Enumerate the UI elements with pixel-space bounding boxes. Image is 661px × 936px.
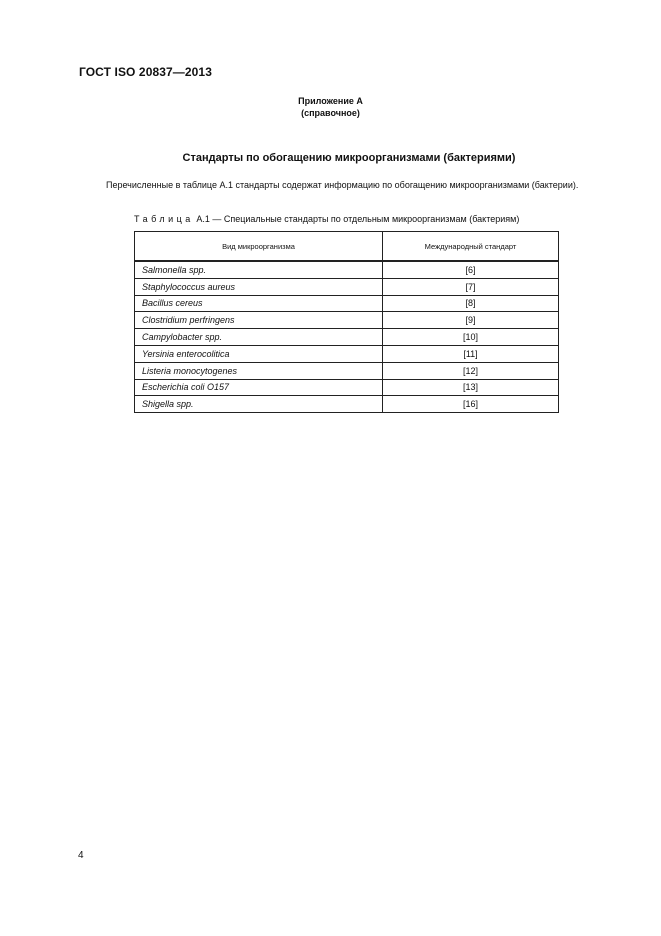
standard-cell: [12]: [383, 362, 559, 379]
standard-cell: [6]: [383, 261, 559, 278]
table-row: [135, 362, 559, 379]
organism-cell: Listeria monocytogenes: [135, 362, 383, 379]
organism-cell: Shigella spp.: [135, 396, 383, 413]
table-caption-label: Таблица: [134, 214, 194, 224]
header-standard: Международный стандарт: [383, 232, 559, 262]
table-caption: [134, 214, 519, 224]
table-header-row: [135, 232, 559, 262]
header-organism: Вид микроорганизма: [135, 232, 383, 262]
organism-cell: Bacillus cereus: [135, 295, 383, 312]
table-row: [135, 312, 559, 329]
page-number: 4: [78, 850, 84, 861]
table-row: [135, 329, 559, 346]
standard-cell: [9]: [383, 312, 559, 329]
table-row: [135, 295, 559, 312]
organism-cell: Campylobacter spp.: [135, 329, 383, 346]
table-row: [135, 345, 559, 362]
standard-cell: [10]: [383, 329, 559, 346]
standard-cell: [11]: [383, 345, 559, 362]
standard-cell: [8]: [383, 295, 559, 312]
section-title: Стандарты по обогащению микроорганизмами (бактериями): [182, 152, 516, 164]
organism-cell: Escherichia coli O157: [135, 379, 383, 396]
table-row: [135, 261, 559, 278]
organism-cell: Clostridium perfringens: [135, 312, 383, 329]
document-code: ГОСТ ISO 20837—2013: [79, 65, 212, 79]
table-caption-text: А.1 — Специальные стандарты по отдельным микроорганизмам (бактериям): [196, 214, 520, 224]
appendix-subtitle: (справочное): [301, 108, 360, 118]
organism-cell: Staphylococcus aureus: [135, 278, 383, 295]
organism-cell: Salmonella spp.: [135, 261, 383, 278]
organism-cell: Yersinia enterocolitica: [135, 345, 383, 362]
standards-table: [134, 231, 559, 413]
table-row: [135, 278, 559, 295]
appendix-title: Приложение А: [298, 96, 363, 106]
standard-cell: [13]: [383, 379, 559, 396]
standard-cell: [7]: [383, 278, 559, 295]
intro-paragraph: Перечисленные в таблице А.1 стандарты содержат информацию по обогащению микроорганизмами (бактерии).: [106, 180, 579, 190]
table-row: [135, 379, 559, 396]
table-row: [135, 396, 559, 413]
standard-cell: [16]: [383, 396, 559, 413]
